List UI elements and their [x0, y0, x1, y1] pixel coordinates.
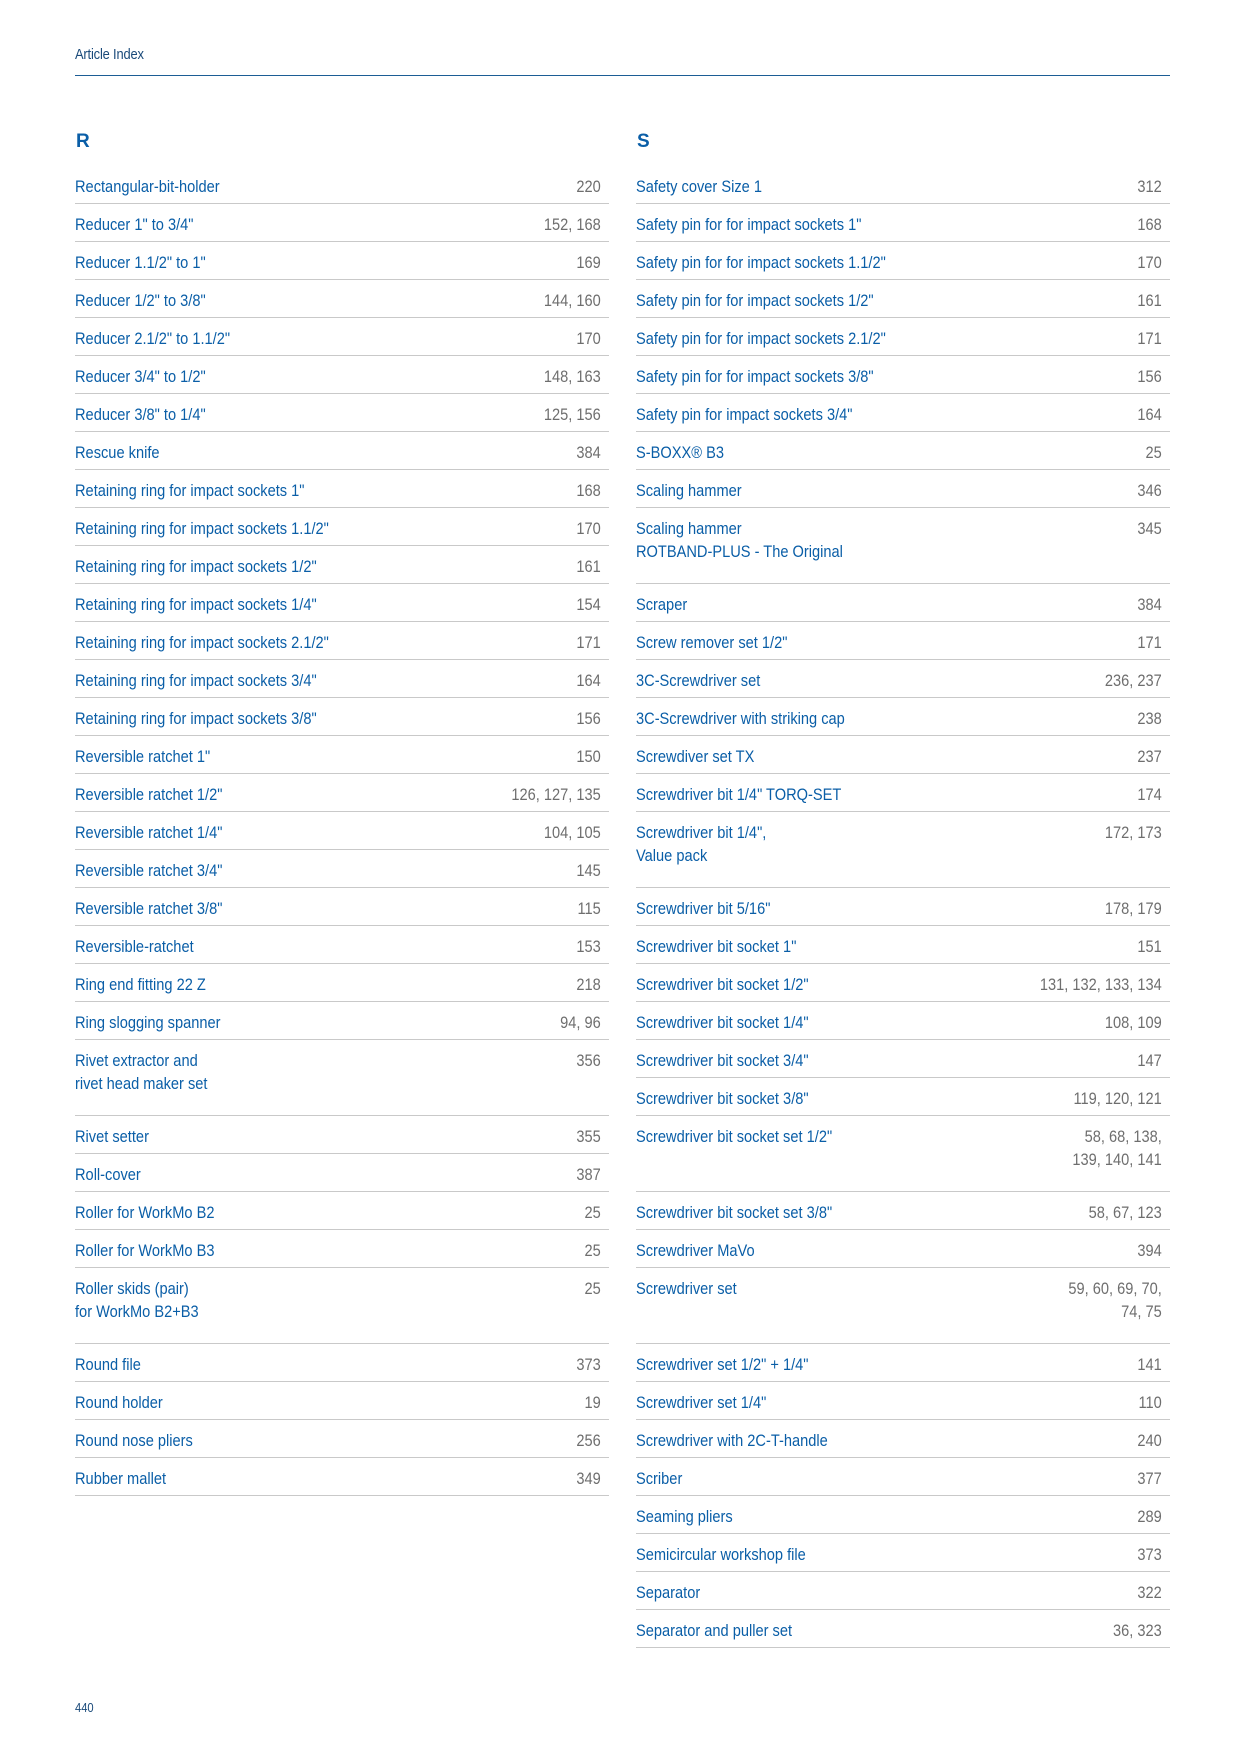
index-entry[interactable]	[75, 888, 609, 926]
entry-name[interactable]: Roller for WorkMo B3	[75, 1241, 215, 1260]
entry-name[interactable]: Screw remover set 1/2"	[636, 633, 788, 652]
index-entry[interactable]	[636, 280, 1170, 318]
entry-name[interactable]: Screwdriver set 1/2" + 1/4"	[636, 1355, 809, 1374]
entry-name[interactable]: Reducer 1" to 3/4"	[75, 215, 194, 234]
entry-name[interactable]: Round holder	[75, 1393, 163, 1412]
entry-name[interactable]: Reducer 2.1/2" to 1.1/2"	[75, 329, 231, 348]
entry-pages: 171	[1137, 329, 1162, 348]
entry-pages: 218	[576, 975, 601, 994]
entry-pages: 322	[1137, 1583, 1162, 1602]
entry-name[interactable]: Safety pin for for impact sockets 1.1/2"	[636, 253, 886, 272]
entry-pages: 108, 109	[1105, 1013, 1162, 1032]
entry-pages: 220	[576, 177, 601, 196]
entry-pages: 104, 105	[544, 823, 601, 842]
entry-name[interactable]: Screwdriver bit socket 3/8"	[636, 1089, 809, 1108]
entry-name[interactable]: Screwdriver bit socket set 1/2"	[636, 1127, 833, 1146]
entry-name[interactable]: Safety pin for for impact sockets 1"	[636, 215, 862, 234]
index-entry[interactable]	[75, 850, 609, 888]
entry-name[interactable]: Roller for WorkMo B2	[75, 1203, 215, 1222]
index-entry[interactable]	[75, 166, 609, 204]
index-entry[interactable]	[636, 204, 1170, 242]
entry-name[interactable]: Screwdiver set TX	[636, 747, 755, 766]
entry-name[interactable]: Screwdriver set	[636, 1279, 737, 1298]
index-entry[interactable]	[75, 1040, 609, 1116]
index-entry[interactable]	[636, 1382, 1170, 1420]
index-entry[interactable]	[75, 432, 609, 470]
entry-pages: 289	[1137, 1507, 1162, 1526]
index-entry[interactable]	[636, 394, 1170, 432]
entry-name[interactable]: Retaining ring for impact sockets 2.1/2"	[75, 633, 329, 652]
entry-name[interactable]: Seaming pliers	[636, 1507, 733, 1526]
entry-name[interactable]: Roll-cover	[75, 1165, 141, 1184]
entry-name[interactable]: Rivet setter	[75, 1127, 149, 1146]
index-entry[interactable]	[636, 774, 1170, 812]
entry-pages: 237	[1137, 747, 1162, 766]
index-entry[interactable]	[636, 356, 1170, 394]
entry-name[interactable]: Screwdriver bit socket 1/4"	[636, 1013, 809, 1032]
entry-name[interactable]: Rivet extractor and rivet head maker set	[75, 1051, 208, 1093]
entry-name[interactable]: Reducer 3/4" to 1/2"	[75, 367, 206, 386]
index-entry[interactable]	[75, 1420, 609, 1458]
entry-name[interactable]: Screwdriver bit 1/4" TORQ-SET	[636, 785, 842, 804]
entry-pages: 373	[576, 1355, 601, 1374]
entry-name[interactable]: Screwdriver bit 5/16"	[636, 899, 771, 918]
entry-pages: 59, 60, 69, 70, 74, 75	[1068, 1279, 1162, 1321]
entry-pages: 153	[576, 937, 601, 956]
entry-name[interactable]: 3C-Screwdriver with striking cap	[636, 709, 845, 728]
entry-pages: 151	[1137, 937, 1162, 956]
entry-pages: 171	[1137, 633, 1162, 652]
entry-pages: 141	[1137, 1355, 1162, 1374]
entry-name[interactable]: Safety pin for impact sockets 3/4"	[636, 405, 853, 424]
index-entry[interactable]	[75, 318, 609, 356]
entry-pages: 119, 120, 121	[1073, 1089, 1162, 1108]
index-entry[interactable]	[636, 1116, 1170, 1192]
entry-pages: 156	[1137, 367, 1162, 386]
entry-pages: 236, 237	[1105, 671, 1162, 690]
entry-name[interactable]: Round nose pliers	[75, 1431, 193, 1450]
section-r	[75, 128, 609, 1496]
entry-pages: 256	[576, 1431, 601, 1450]
entry-name[interactable]: Reversible ratchet 1"	[75, 747, 211, 766]
section-s	[636, 128, 1170, 1648]
index-entry[interactable]	[636, 698, 1170, 736]
entry-pages: 25	[584, 1241, 601, 1260]
index-entry[interactable]	[636, 318, 1170, 356]
entry-name[interactable]: Reducer 1/2" to 3/8"	[75, 291, 206, 310]
index-entry[interactable]	[75, 508, 609, 546]
index-entry[interactable]	[636, 1420, 1170, 1458]
entry-name[interactable]: Retaining ring for impact sockets 1/2"	[75, 557, 317, 576]
index-entry[interactable]	[75, 1230, 609, 1268]
entry-name[interactable]: Reducer 1.1/2" to 1"	[75, 253, 206, 272]
entry-name[interactable]: Roller skids (pair) for WorkMo B2+B3	[75, 1279, 199, 1321]
entry-pages: 161	[1137, 291, 1162, 310]
entry-name[interactable]: Ring slogging spanner	[75, 1013, 221, 1032]
entry-name[interactable]: Reducer 3/8" to 1/4"	[75, 405, 206, 424]
index-entry[interactable]	[75, 280, 609, 318]
entry-pages: 172, 173	[1105, 823, 1162, 842]
entry-name[interactable]: Scraper	[636, 595, 688, 614]
entry-pages: 58, 67, 123	[1088, 1203, 1162, 1222]
entry-name[interactable]: Reversible ratchet 1/2"	[75, 785, 223, 804]
index-entry[interactable]	[636, 812, 1170, 888]
index-entry[interactable]	[636, 926, 1170, 964]
index-entry[interactable]	[636, 166, 1170, 204]
index-entry[interactable]	[636, 1040, 1170, 1078]
entry-pages: 377	[1137, 1469, 1162, 1488]
entry-name[interactable]: Safety pin for for impact sockets 2.1/2"	[636, 329, 886, 348]
entry-pages: 355	[576, 1127, 601, 1146]
entry-name[interactable]: Screwdriver bit 1/4", Value pack	[636, 823, 767, 865]
entry-pages: 356	[576, 1051, 601, 1070]
index-entry[interactable]	[75, 470, 609, 508]
index-entry[interactable]	[75, 242, 609, 280]
entry-name[interactable]: Retaining ring for impact sockets 1"	[75, 481, 305, 500]
entry-name[interactable]: Separator	[636, 1583, 701, 1602]
index-entry[interactable]	[75, 584, 609, 622]
entry-pages: 161	[576, 557, 601, 576]
index-entry[interactable]	[636, 508, 1170, 584]
entry-pages: 384	[576, 443, 601, 462]
entry-pages: 387	[576, 1165, 601, 1184]
index-entry[interactable]	[75, 204, 609, 242]
entry-pages: 373	[1137, 1545, 1162, 1564]
entry-name[interactable]: S-BOXX® B3	[636, 443, 724, 462]
index-entry[interactable]	[75, 1154, 609, 1192]
index-entry[interactable]	[75, 622, 609, 660]
index-entry[interactable]	[636, 470, 1170, 508]
entry-name[interactable]: Safety pin for for impact sockets 1/2"	[636, 291, 874, 310]
entry-pages: 240	[1137, 1431, 1162, 1450]
entry-name[interactable]: Rescue knife	[75, 443, 160, 462]
entry-pages: 345	[1137, 519, 1162, 538]
entry-name[interactable]: Retaining ring for impact sockets 1/4"	[75, 595, 317, 614]
index-list	[75, 166, 609, 1496]
entry-pages: 164	[1137, 405, 1162, 424]
index-entry[interactable]	[636, 1496, 1170, 1534]
index-list	[636, 166, 1170, 1648]
section-letter: R	[76, 131, 90, 152]
index-entry[interactable]	[75, 1344, 609, 1382]
entry-name[interactable]: Semicircular workshop file	[636, 1545, 806, 1564]
entry-name[interactable]: Screwdriver set 1/4"	[636, 1393, 767, 1412]
index-entry[interactable]	[75, 1002, 609, 1040]
entry-name[interactable]: Screwdriver bit socket 1"	[636, 937, 797, 956]
entry-pages: 94, 96	[560, 1013, 601, 1032]
entry-pages: 168	[576, 481, 601, 500]
entry-pages: 168	[1137, 215, 1162, 234]
entry-name[interactable]: Screwdriver bit socket 3/4"	[636, 1051, 809, 1070]
index-entry[interactable]	[75, 356, 609, 394]
entry-pages: 58, 68, 138, 139, 140, 141	[1072, 1127, 1162, 1169]
entry-name[interactable]: Safety pin for for impact sockets 3/8"	[636, 367, 874, 386]
entry-name[interactable]: Retaining ring for impact sockets 3/8"	[75, 709, 317, 728]
index-entry[interactable]	[75, 1382, 609, 1420]
entry-name[interactable]: Separator and puller set	[636, 1621, 793, 1640]
index-entry[interactable]	[636, 1192, 1170, 1230]
entry-pages: 164	[576, 671, 601, 690]
entry-pages: 171	[576, 633, 601, 652]
index-entry[interactable]	[636, 1610, 1170, 1648]
entry-pages: 131, 132, 133, 134	[1040, 975, 1162, 994]
entry-pages: 125, 156	[544, 405, 601, 424]
index-entry[interactable]	[636, 964, 1170, 1002]
entry-name[interactable]: Reversible ratchet 1/4"	[75, 823, 223, 842]
index-entry[interactable]	[636, 584, 1170, 622]
entry-name[interactable]: Scriber	[636, 1469, 683, 1488]
entry-pages: 170	[1137, 253, 1162, 272]
index-entry[interactable]	[75, 394, 609, 432]
entry-pages: 25	[1145, 443, 1162, 462]
index-entry[interactable]	[75, 546, 609, 584]
header-title: Article Index	[75, 46, 144, 63]
entry-pages: 394	[1137, 1241, 1162, 1260]
entry-name[interactable]: Screwdriver bit socket 1/2"	[636, 975, 809, 994]
index-entry[interactable]	[636, 622, 1170, 660]
entry-name[interactable]: Ring end fitting 22 Z	[75, 975, 206, 994]
index-entry[interactable]	[636, 660, 1170, 698]
entry-pages: 384	[1137, 595, 1162, 614]
entry-name[interactable]: Screwdriver MaVo	[636, 1241, 755, 1260]
entry-pages: 150	[576, 747, 601, 766]
index-entry[interactable]	[636, 1572, 1170, 1610]
index-entry[interactable]	[75, 774, 609, 812]
index-entry[interactable]	[636, 242, 1170, 280]
index-entry[interactable]	[75, 1116, 609, 1154]
index-entry[interactable]	[636, 1002, 1170, 1040]
entry-pages: 25	[584, 1279, 601, 1298]
entry-name[interactable]: Screwdriver with 2C-T-handle	[636, 1431, 828, 1450]
entry-name[interactable]: Retaining ring for impact sockets 3/4"	[75, 671, 317, 690]
entry-pages: 115	[577, 899, 601, 918]
index-entry[interactable]	[636, 1534, 1170, 1572]
entry-name[interactable]: Rectangular-bit-holder	[75, 177, 220, 196]
entry-pages: 154	[576, 595, 601, 614]
entry-pages: 144, 160	[544, 291, 601, 310]
entry-name[interactable]: Screwdriver bit socket set 3/8"	[636, 1203, 833, 1222]
entry-pages: 36, 323	[1113, 1621, 1162, 1640]
index-entry[interactable]	[636, 1268, 1170, 1344]
entry-pages: 19	[584, 1393, 601, 1412]
entry-pages: 145	[576, 861, 601, 880]
index-entry[interactable]	[75, 812, 609, 850]
entry-pages: 126, 127, 135	[511, 785, 601, 804]
entry-pages: 238	[1137, 709, 1162, 728]
index-entry[interactable]	[636, 1344, 1170, 1382]
entry-name[interactable]: Safety cover Size 1	[636, 177, 762, 196]
entry-pages: 178, 179	[1105, 899, 1162, 918]
index-entry[interactable]	[75, 1192, 609, 1230]
index-entry[interactable]	[636, 432, 1170, 470]
entry-name[interactable]: Reversible ratchet 3/4"	[75, 861, 223, 880]
index-entry[interactable]	[75, 698, 609, 736]
index-entry[interactable]	[636, 1078, 1170, 1116]
entry-pages: 148, 163	[544, 367, 601, 386]
entry-name[interactable]: Retaining ring for impact sockets 1.1/2"	[75, 519, 329, 538]
entry-pages: 170	[576, 329, 601, 348]
entry-name[interactable]: Round file	[75, 1355, 141, 1374]
index-entry[interactable]	[75, 736, 609, 774]
entry-pages: 312	[1137, 177, 1162, 196]
index-entry[interactable]	[636, 1230, 1170, 1268]
entry-name[interactable]: 3C-Screwdriver set	[636, 671, 761, 690]
entry-name[interactable]: Scaling hammer	[636, 481, 742, 500]
index-entry[interactable]	[75, 1458, 609, 1496]
entry-pages: 110	[1138, 1393, 1162, 1412]
entry-pages: 147	[1137, 1051, 1162, 1070]
page-number: 440	[75, 1700, 94, 1715]
entry-name[interactable]: Reversible ratchet 3/8"	[75, 899, 223, 918]
entry-name[interactable]: Reversible-ratchet	[75, 937, 194, 956]
entry-pages: 152, 168	[544, 215, 601, 234]
entry-name[interactable]: Scaling hammer ROTBAND-PLUS - The Original	[636, 519, 843, 561]
entry-pages: 25	[584, 1203, 601, 1222]
entry-pages: 170	[576, 519, 601, 538]
index-entry[interactable]	[75, 964, 609, 1002]
entry-pages: 349	[576, 1469, 601, 1488]
index-entry[interactable]	[75, 660, 609, 698]
entry-pages: 346	[1137, 481, 1162, 500]
page-header	[75, 46, 1170, 76]
index-entry[interactable]	[636, 736, 1170, 774]
index-entry[interactable]	[636, 1458, 1170, 1496]
section-letter: S	[637, 131, 650, 152]
index-entry[interactable]	[75, 926, 609, 964]
entry-name[interactable]: Rubber mallet	[75, 1469, 167, 1488]
entry-pages: 174	[1137, 785, 1162, 804]
entry-pages: 169	[576, 253, 601, 272]
index-entry[interactable]	[636, 888, 1170, 926]
index-entry[interactable]	[75, 1268, 609, 1344]
entry-pages: 156	[576, 709, 601, 728]
